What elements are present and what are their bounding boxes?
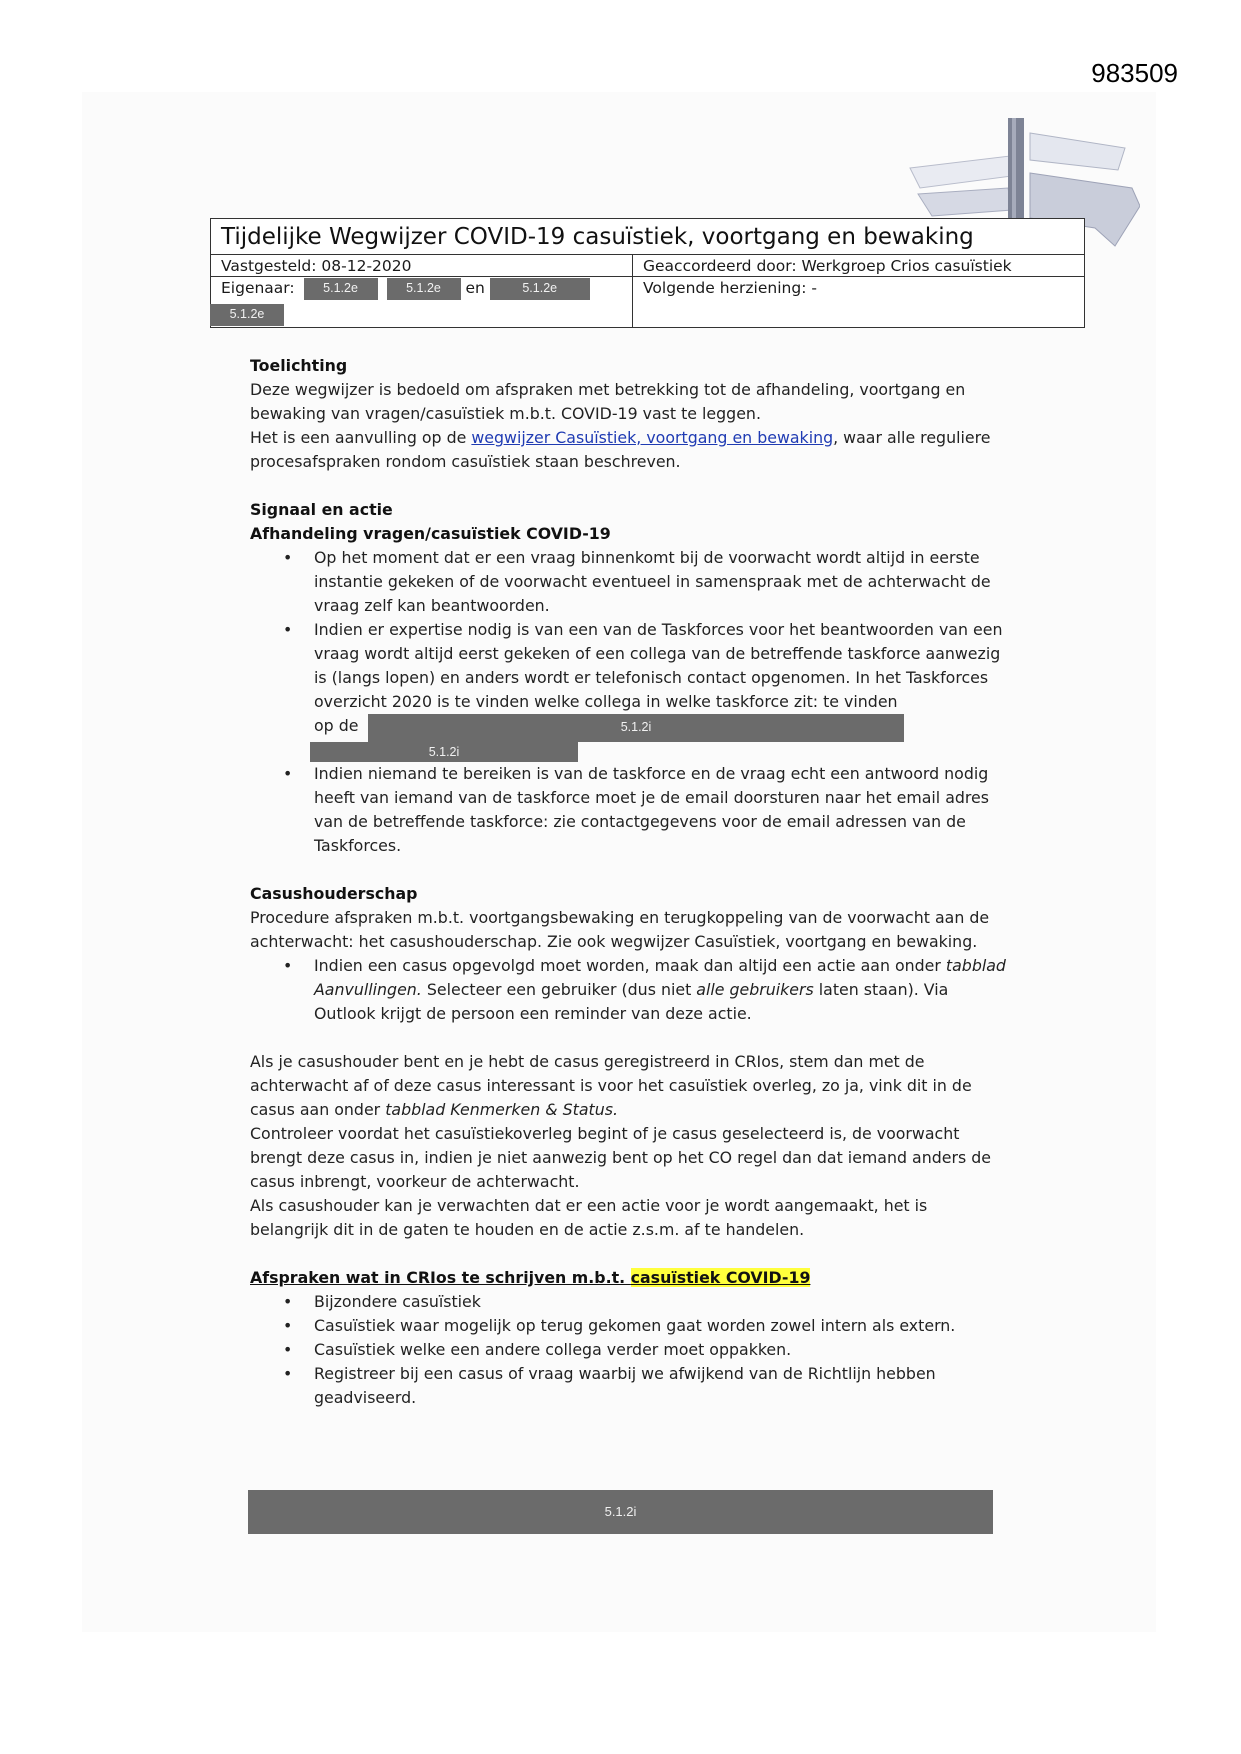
wegwijzer-link[interactable]: wegwijzer Casuïstiek, voortgang en bewaking [471,428,834,447]
afspraken-list [250,1290,1010,1410]
list-item: • Bijzondere casuïstiek [250,1290,1010,1314]
toelichting-text-2 [250,426,1010,474]
text: op de [314,716,359,735]
list-item [250,618,1010,762]
eigenaar-label: Eigenaar: [221,279,295,297]
redaction-box: 5.1.2e [490,278,590,300]
signaal-list [250,546,1010,858]
casushouder-paragraph [250,1050,1010,1122]
list-item: • Casuïstiek waar mogelijk op terug gekomen gaat worden zowel intern als extern. [250,1314,1010,1338]
redaction-box: 5.1.2e [387,278,461,300]
toelichting-heading: Toelichting [250,356,348,375]
list-item: • Indien niemand te bereiken is van de taskforce en de vraag echt een antwoord nodig heeft van iemand van de taskforce moet je de email doorsturen naar het email adres van de betreffende taskforce: zie contactgegevens voor de email adressen van de Taskforces. [250,762,1010,858]
highlighted-text: casuïstiek COVID-19 [630,1268,811,1287]
list-item: • Registreer bij een casus of vraag waarbij we afwijkend van de Richtlijn hebben geadviseerd. [250,1362,1010,1410]
list-item [250,954,1010,1026]
vastgesteld-cell: Vastgesteld: 08-12-2020 [211,255,633,276]
volgende-herziening-cell: Volgende herziening: - [643,279,817,297]
header-row-owner [211,277,1084,327]
signaal-heading: Signaal en actie [250,500,393,519]
casushouder-paragraph-2: Controleer voordat het casuïstiekoverleg begint of je casus geselecteerd is, de voorwacht brengt deze casus in, indien je niet aanwezig bent op het CO regel dan dat iemand anders de casus inbrengt, voorkeur de achterwacht. [250,1124,991,1191]
header-row-dates [211,255,1084,277]
casushouder-paragraph-3: Als casushouder kan je verwachten dat er een actie voor je wordt aangemaakt, het is belangrijk dit in de gaten te houden en de actie z.s.m. af te handelen. [250,1196,928,1239]
document-number: 983509 [1091,58,1178,88]
text: Indien een casus opgevolgd moet worden, maak dan altijd een actie aan onder [314,956,946,975]
list-item: • Op het moment dat er een vraag binnenkomt bij de voorwacht wordt altijd in eerste instantie gekeken of de voorwacht eventueel in samenspraak met de achterwacht de vraag zelf kan beantwoorden. [250,546,1010,618]
text: Het is een aanvulling op de [250,428,472,447]
casushouderschap-text: Procedure afspraken m.b.t. voortgangsbewaking en terugkoppeling van de voorwacht aan de achterwacht: het casushouderschap. Zie ook wegwijzer Casuïstiek, voortgang en bewaking. [250,908,990,951]
casushouderschap-heading: Casushouderschap [250,884,418,903]
eigenaar-separator: en [465,279,485,297]
document-title: Tijdelijke Wegwijzer COVID-19 casuïstiek, voortgang en bewaking [211,219,1084,255]
list-item: • Casuïstiek welke een andere collega verder moet oppakken. [250,1338,1010,1362]
casushouderschap-list [250,954,1010,1026]
eigenaar-cell [211,277,633,327]
redaction-box: 5.1.2e [210,304,284,326]
text: Afspraken wat in CRIos te schrijven m.b.t. [250,1268,631,1287]
afhandeling-subheading: Afhandeling vragen/casuïstiek COVID-19 [250,524,611,543]
geaccordeerd-cell: Geaccordeerd door: Werkgroep Crios casuïstiek [643,257,1012,275]
text: Als je casushouder bent en je hebt de casus geregistreerd in CRIos, stem dan met de achterwacht af of deze casus interessant is voor het casuïstiek overleg, zo ja, vink dit in de casus aan onder [250,1052,972,1119]
header-table [210,218,1085,328]
document-body [250,354,1010,1410]
text: tabblad Aanvullingen. [314,956,1006,999]
text: alle gebruikers [696,980,814,999]
footer-redaction-box: 5.1.2i [248,1490,993,1534]
redaction-box: 5.1.2i [368,714,904,742]
afspraken-heading [250,1266,1010,1290]
text: laten staan). Via Outlook krijgt de persoon een reminder van deze actie. [314,980,949,1023]
text: Selecteer een gebruiker (dus niet [421,980,697,999]
text: Indien er expertise nodig is van een van de Taskforces voor het beantwoorden van een vraag wordt altijd eerst gekeken of een collega van de betreffende taskforce aanwezig is (langs lopen) en anders wordt er telefonisch contact opgenomen. In het Taskforces overzicht 2020 is te vinden welke collega in welke taskforce zit: te vinden [314,620,1003,711]
text: tabblad Kenmerken & Status. [385,1100,618,1119]
toelichting-text: Deze wegwijzer is bedoeld om afspraken met betrekking tot de afhandeling, voortgang en bewaking van vragen/casuïstiek m.b.t. COVID-19 vast te leggen. [250,380,966,423]
text: , waar alle reguliere procesafspraken rondom casuïstiek staan beschreven. [250,428,991,471]
redaction-box: 5.1.2e [304,278,378,300]
redaction-box: 5.1.2i [310,742,578,762]
